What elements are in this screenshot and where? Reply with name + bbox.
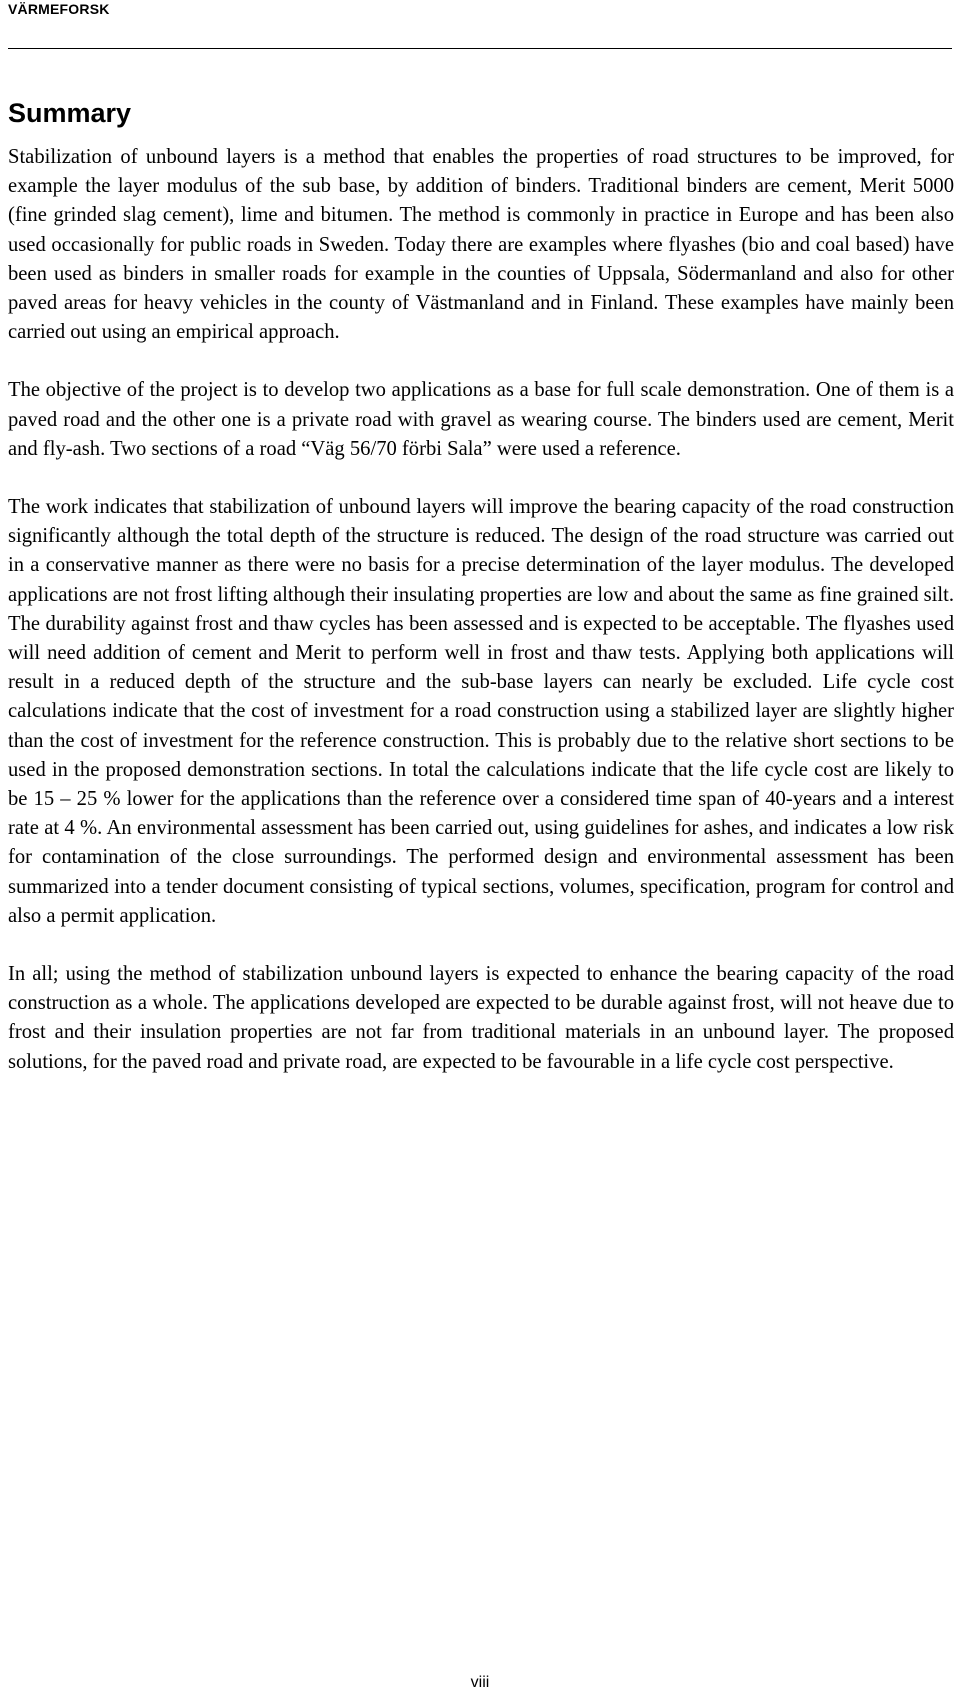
paragraph: In all; using the method of stabilization unbound layers is expected to enhance the bearing capacity of the road construction as a whole. The applications developed are expected to be durable against frost, will not heave due to frost and their insulation properties are not far from traditional materials in an unbound layer. The proposed solutions, for the paved road and private road, are expected to be favourable in a life cycle cost perspective. — [8, 963, 954, 1073]
running-header: VÄRMEFORSK — [8, 1, 110, 17]
page-number: viii — [470, 1674, 490, 1691]
paragraph: The objective of the project is to develop two applications as a base for full scale demonstration. One of them is a paved road and the other one is a private road with gravel as wearing course. The binders used are cement, Merit and fly-ash. Two sections of a road “Väg 56/70 förbi Sala” were used a reference. — [8, 379, 954, 460]
summary-body — [8, 143, 954, 1106]
paragraph: Stabilization of unbound layers is a method that enables the properties of road structures to be improved, for example the layer modulus of the sub base, by addition of binders. Traditional binders are cement, Merit 5000 (fine grinded slag cement), lime and bitumen. The method is commonly in practice in Europe and has been also used occasionally for public roads in Sweden. Today there are examples where flyashes (bio and coal based) have been used as binders in smaller roads for example in the counties of Uppsala, Södermanland and also for other paved areas for heavy vehicles in the county of Västmanland and in Finland. These examples have mainly been carried out using an empirical approach. — [8, 146, 954, 344]
section-title: Summary — [8, 98, 132, 128]
paragraph: The work indicates that stabilization of unbound layers will improve the bearing capacity of the road construction significantly although the total depth of the structure is reduced. The design of the road structure was carried out in a conservative manner as there were no basis for a precise determination of the layer modulus. The developed applications are not frost lifting although their insulating properties are low and about the same as fine grained silt. The durability against frost and thaw cycles has been assessed and is expected to be acceptable. The flyashes used will need addition of cement and Merit to perform well in frost and thaw tests. Applying both applications will result in a reduced depth of the structure and the sub-base layers can nearly be excluded. Life cycle cost calculations indicate that the cost of investment for a road construction using a stabilized layer are slightly higher than the cost of investment for the reference construction. This is probably due to the relative short sections to be used in the proposed demonstration sections. In total the calculations indicate that the life cycle cost are likely to be 15 – 25 % lower for the applications than the reference over a considered time span of 40-years and a interest rate at 4 %. An environmental assessment has been carried out, using guidelines for ashes, and indicates a low risk for contamination of the close surroundings. The performed design and environmental assessment has been summarized into a tender document consisting of typical sections, volumes, specification, program for control and also a permit application. — [8, 496, 954, 927]
header-divider — [8, 48, 952, 49]
